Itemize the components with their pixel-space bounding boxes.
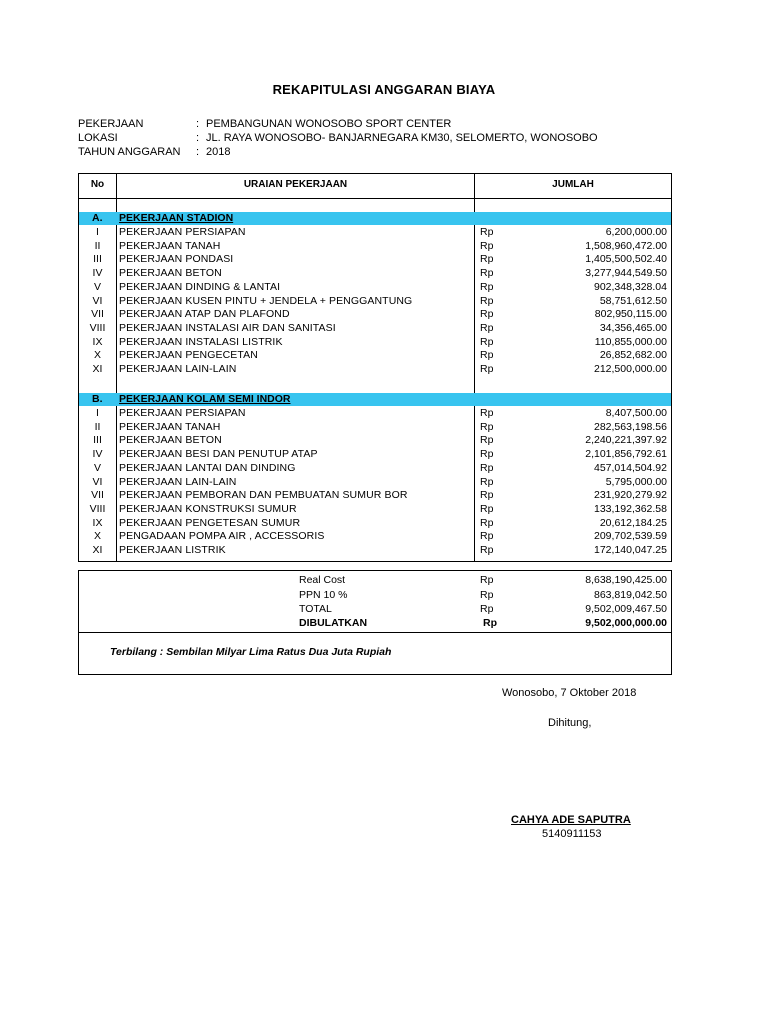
summary-amount: 9,502,009,467.50 bbox=[585, 603, 667, 615]
row-amount: 110,855,000.00 bbox=[594, 335, 667, 348]
summary-row-real-cost bbox=[79, 573, 671, 587]
table-row bbox=[79, 489, 671, 503]
row-amount: 20,612,184.25 bbox=[599, 516, 667, 529]
row-amount: 802,950,115.00 bbox=[594, 308, 667, 321]
row-currency: Rp bbox=[480, 321, 494, 334]
info-label: PEKERJAAN bbox=[78, 118, 144, 130]
row-amount: 133,192,362.58 bbox=[594, 502, 667, 515]
table-row bbox=[79, 308, 671, 322]
table-row bbox=[79, 530, 671, 544]
row-amount: 26,852,682.00 bbox=[599, 349, 667, 362]
signer-name: CAHYA ADE SAPUTRA bbox=[511, 814, 631, 826]
summary-row-ppn bbox=[79, 588, 671, 602]
row-currency: Rp bbox=[480, 516, 494, 529]
table-row bbox=[79, 322, 671, 336]
row-desc: PEKERJAAN DINDING & LANTAI bbox=[119, 280, 281, 293]
table-row bbox=[79, 407, 671, 421]
row-desc: PEKERJAAN BETON bbox=[119, 434, 222, 447]
row-amount: 3,277,944,549.50 bbox=[585, 267, 667, 280]
row-currency: Rp bbox=[480, 280, 494, 293]
summary-row-dibulatkan bbox=[79, 616, 671, 630]
row-currency: Rp bbox=[480, 308, 494, 321]
summary-label: DIBULATKAN bbox=[299, 617, 368, 629]
summary-currency: Rp bbox=[480, 589, 494, 601]
summary-currency: Rp bbox=[480, 603, 494, 615]
row-amount: 2,240,221,397.92 bbox=[585, 434, 667, 447]
row-desc: PEKERJAAN PERSIAPAN bbox=[119, 226, 246, 238]
row-no: II bbox=[94, 239, 101, 252]
row-desc: PEKERJAAN INSTALASI LISTRIK bbox=[119, 335, 283, 348]
info-row-lokasi bbox=[78, 132, 678, 144]
table-row bbox=[79, 476, 671, 490]
table-row bbox=[79, 363, 671, 377]
row-currency: Rp bbox=[480, 530, 494, 543]
info-value: PEMBANGUNAN WONOSOBO SPORT CENTER bbox=[206, 118, 452, 130]
row-desc: PENGADAAN POMPA AIR , ACCESSORIS bbox=[119, 530, 325, 543]
row-no: VI bbox=[92, 294, 103, 307]
section-name: PEKERJAAN KOLAM SEMI INDOR bbox=[119, 393, 291, 405]
row-amount: 5,795,000.00 bbox=[605, 475, 667, 488]
row-desc: PEKERJAAN KUSEN PINTU + JENDELA + PENGGANTUNG bbox=[119, 294, 413, 307]
row-currency: Rp bbox=[480, 475, 494, 488]
row-currency: Rp bbox=[480, 253, 494, 266]
table-row bbox=[79, 253, 671, 267]
table-row bbox=[79, 503, 671, 517]
row-currency: Rp bbox=[480, 226, 494, 238]
row-currency: Rp bbox=[480, 349, 494, 362]
row-no: IX bbox=[92, 335, 103, 348]
document-title: REKAPITULASI ANGGARAN BIAYA bbox=[272, 82, 496, 97]
row-currency: Rp bbox=[480, 461, 494, 474]
row-currency: Rp bbox=[480, 544, 494, 556]
row-desc: PEKERJAAN TANAH bbox=[119, 239, 221, 252]
summary-amount: 863,819,042.50 bbox=[594, 589, 667, 601]
table-row bbox=[79, 421, 671, 435]
row-amount: 8,407,500.00 bbox=[605, 407, 667, 419]
row-amount: 58,751,612.50 bbox=[599, 294, 667, 307]
row-amount: 1,508,960,472.00 bbox=[585, 239, 667, 252]
info-value: JL. RAYA WONOSOBO- BANJARNEGARA KM30, SELOMERTO, WONOSOBO bbox=[206, 132, 598, 144]
dihitung-label: Dihitung, bbox=[548, 717, 592, 729]
info-row-pekerjaan bbox=[78, 118, 678, 130]
section-code: B. bbox=[92, 393, 103, 405]
terbilang-text: Terbilang : Sembilan Milyar Lima Ratus Dua Juta Rupiah bbox=[110, 646, 392, 658]
table-row bbox=[79, 544, 671, 558]
row-no: V bbox=[93, 280, 101, 293]
row-no: V bbox=[93, 461, 101, 474]
header-uraian: URAIAN PEKERJAAN bbox=[243, 179, 348, 190]
row-no: XI bbox=[92, 544, 103, 556]
row-amount: 209,702,539.59 bbox=[594, 530, 667, 543]
row-desc: PEKERJAAN PEMBORAN DAN PEMBUATAN SUMUR BOR bbox=[119, 489, 408, 502]
row-currency: Rp bbox=[480, 407, 494, 419]
row-no: VI bbox=[92, 475, 103, 488]
place-date: Wonosobo, 7 Oktober 2018 bbox=[502, 687, 637, 699]
row-amount: 231,920,279.92 bbox=[594, 489, 667, 502]
row-amount: 457,014,504.92 bbox=[594, 461, 667, 474]
row-no: IV bbox=[92, 448, 103, 461]
row-no: III bbox=[93, 434, 102, 447]
row-no: VIII bbox=[89, 502, 106, 515]
row-desc: PEKERJAAN TANAH bbox=[119, 420, 221, 433]
row-desc: PEKERJAAN LAIN-LAIN bbox=[119, 363, 237, 375]
row-desc: PEKERJAAN LISTRIK bbox=[119, 544, 226, 556]
table-row bbox=[79, 226, 671, 240]
info-colon: : bbox=[196, 132, 200, 144]
summary-label: Real Cost bbox=[299, 574, 346, 586]
row-amount: 172,140,047.25 bbox=[594, 544, 667, 556]
row-desc: PEKERJAAN PENGETESAN SUMUR bbox=[119, 516, 301, 529]
row-desc: PEKERJAAN PENGECETAN bbox=[119, 349, 258, 362]
row-desc: PEKERJAAN BESI DAN PENUTUP ATAP bbox=[119, 448, 318, 461]
row-currency: Rp bbox=[480, 267, 494, 280]
row-desc: PEKERJAAN KONSTRUKSI SUMUR bbox=[119, 502, 297, 515]
header-jumlah: JUMLAH bbox=[552, 179, 594, 190]
row-currency: Rp bbox=[480, 489, 494, 502]
summary-amount: 8,638,190,425.00 bbox=[585, 574, 667, 586]
table-row bbox=[79, 462, 671, 476]
row-desc: PEKERJAAN LAIN-LAIN bbox=[119, 475, 237, 488]
header-divider bbox=[78, 198, 672, 199]
info-row-tahun bbox=[78, 146, 678, 158]
row-no: II bbox=[94, 420, 101, 433]
row-no: X bbox=[93, 530, 101, 543]
table-row bbox=[79, 295, 671, 309]
row-no: IX bbox=[92, 516, 103, 529]
summary-currency: Rp bbox=[483, 617, 497, 629]
section-a-header bbox=[79, 212, 671, 225]
row-amount: 2,101,856,792.61 bbox=[585, 448, 667, 461]
row-currency: Rp bbox=[480, 448, 494, 461]
row-amount: 34,356,465.00 bbox=[599, 321, 667, 334]
info-value: 2018 bbox=[206, 146, 231, 158]
summary-row-total bbox=[79, 602, 671, 616]
row-currency: Rp bbox=[480, 294, 494, 307]
summary-label: TOTAL bbox=[299, 603, 332, 615]
info-label: LOKASI bbox=[78, 132, 118, 144]
row-no: X bbox=[93, 349, 101, 362]
row-currency: Rp bbox=[480, 363, 494, 375]
info-colon: : bbox=[196, 146, 200, 158]
section-name: PEKERJAAN STADION bbox=[119, 212, 234, 224]
row-desc: PEKERJAAN PONDASI bbox=[119, 253, 234, 266]
info-label: TAHUN ANGGARAN bbox=[78, 146, 181, 158]
row-desc: PEKERJAAN ATAP DAN PLAFOND bbox=[119, 308, 290, 321]
row-desc: PEKERJAAN BETON bbox=[119, 267, 222, 280]
section-code: A. bbox=[92, 212, 103, 224]
row-no: IV bbox=[92, 267, 103, 280]
summary-amount: 9,502,000,000.00 bbox=[585, 617, 667, 629]
row-currency: Rp bbox=[480, 420, 494, 433]
row-desc: PEKERJAAN PERSIAPAN bbox=[119, 407, 246, 419]
row-currency: Rp bbox=[480, 335, 494, 348]
row-no: I bbox=[96, 407, 99, 419]
row-amount: 1,405,500,502.40 bbox=[585, 253, 667, 266]
table-row bbox=[79, 517, 671, 531]
row-amount: 902,348,328.04 bbox=[594, 280, 667, 293]
section-b-header bbox=[79, 393, 671, 406]
row-currency: Rp bbox=[480, 239, 494, 252]
row-currency: Rp bbox=[480, 434, 494, 447]
info-colon: : bbox=[196, 118, 200, 130]
table-row bbox=[79, 336, 671, 350]
header-no: No bbox=[90, 179, 105, 190]
summary-currency: Rp bbox=[480, 574, 494, 586]
summary-divider bbox=[78, 632, 672, 633]
table-row bbox=[79, 240, 671, 254]
row-currency: Rp bbox=[480, 502, 494, 515]
table-row bbox=[79, 267, 671, 281]
row-no: III bbox=[93, 253, 102, 266]
signer-id: 5140911153 bbox=[542, 828, 602, 840]
table-row bbox=[79, 281, 671, 295]
row-amount: 282,563,198.56 bbox=[594, 420, 667, 433]
row-desc: PEKERJAAN LANTAI DAN DINDING bbox=[119, 461, 296, 474]
row-amount: 6,200,000.00 bbox=[605, 226, 667, 238]
row-no: VII bbox=[91, 308, 104, 321]
row-no: VII bbox=[91, 489, 104, 502]
table-row bbox=[79, 349, 671, 363]
row-amount: 212,500,000.00 bbox=[594, 363, 667, 375]
row-desc: PEKERJAAN INSTALASI AIR DAN SANITASI bbox=[119, 321, 336, 334]
table-row bbox=[79, 448, 671, 462]
table-row bbox=[79, 434, 671, 448]
summary-label: PPN 10 % bbox=[299, 589, 348, 601]
row-no: XI bbox=[92, 363, 103, 375]
row-no: I bbox=[96, 226, 99, 238]
row-no: VIII bbox=[89, 321, 106, 334]
